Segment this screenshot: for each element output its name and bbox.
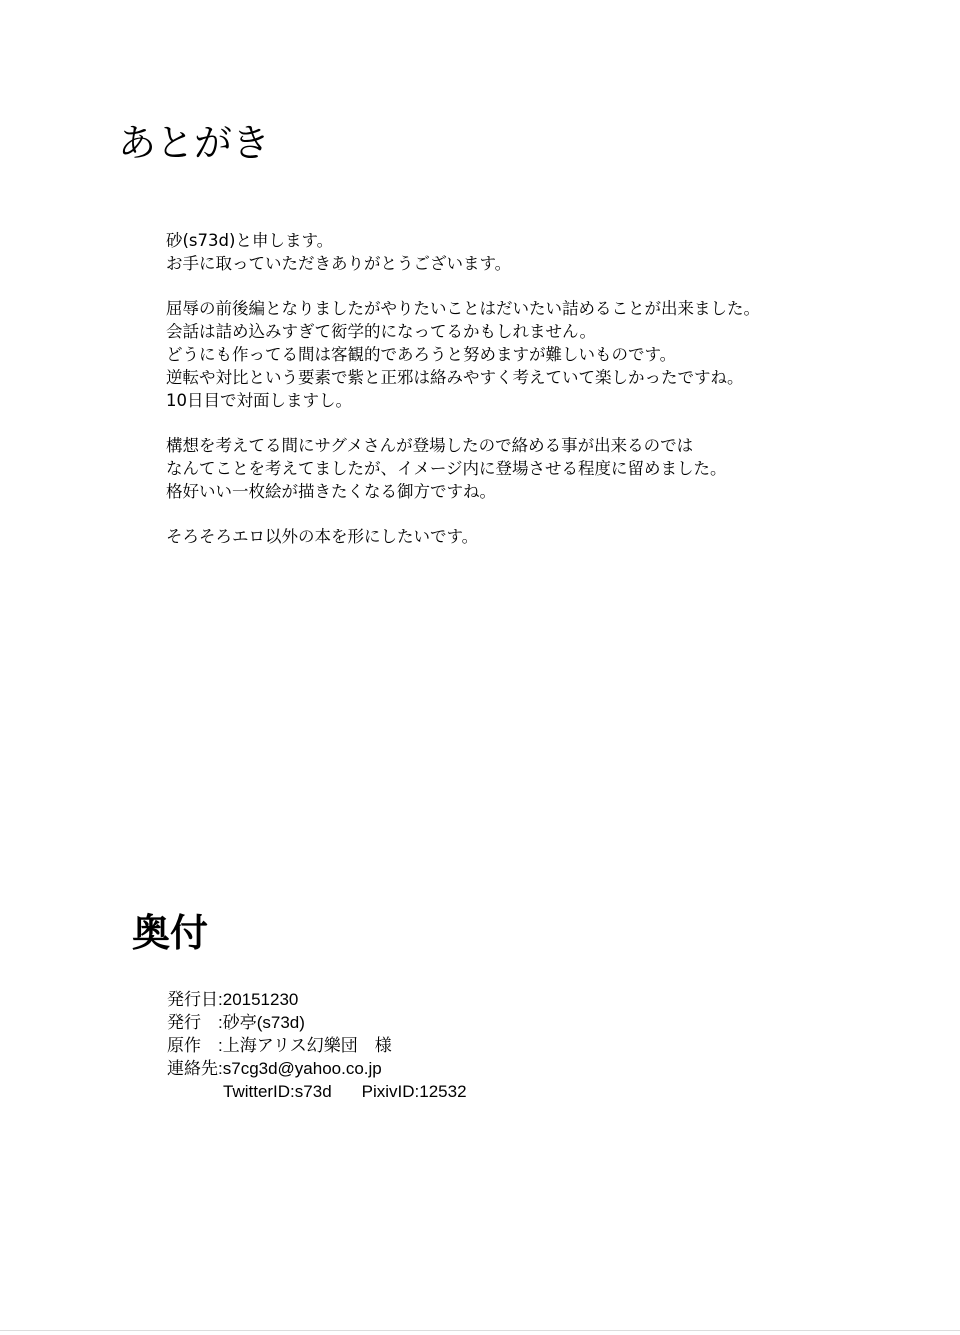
- colophon-publisher-row: [167, 1011, 467, 1034]
- colophon-original-value: 上海アリス幻樂団 様: [222, 1036, 392, 1055]
- afterword-body: [166, 229, 866, 570]
- colophon-publisher-value: 砂亭(s73d): [222, 1013, 305, 1032]
- colophon-contact-row: [167, 1057, 467, 1080]
- colophon-block: [167, 988, 467, 1103]
- colophon-separator: :: [218, 1036, 223, 1055]
- colophon-pixiv-id: PixivID:12532: [361, 1082, 467, 1101]
- colophon-date-label: 発行日: [167, 990, 218, 1009]
- afterword-line: 会話は詰め込みすぎて衒学的になってるかもしれません。: [166, 322, 596, 341]
- afterword-paragraph: [166, 229, 866, 275]
- colophon-separator: :: [218, 1059, 223, 1078]
- colophon-date-value: 20151230: [222, 990, 299, 1009]
- afterword-paragraph: [166, 297, 866, 412]
- colophon-contact-email: s7cg3d@yahoo.co.jp: [222, 1059, 382, 1078]
- page-bottom-divider: [0, 1330, 960, 1331]
- afterword-paragraph: [166, 525, 866, 548]
- colophon-twitter-id: TwitterID:s73d: [223, 1082, 332, 1101]
- afterword-line: お手に取っていただきありがとうございます。: [166, 254, 512, 273]
- colophon-original-row: [167, 1034, 467, 1057]
- afterword-line: 10日目で対面しますし。: [166, 391, 352, 410]
- colophon-date-row: [167, 988, 467, 1011]
- colophon-title: 奥付: [132, 911, 209, 955]
- colophon-original-label: 原作: [167, 1036, 218, 1055]
- colophon-contact-label: 連絡先: [167, 1059, 218, 1078]
- afterword-line: 砂(s73d)と申します。: [166, 231, 334, 250]
- afterword-line: 逆転や対比という要素で紫と正邪は絡みやすく考えていて楽しかったですね。: [166, 368, 744, 387]
- colophon-publisher-label: 発行: [167, 1013, 218, 1032]
- afterword-line: どうにも作ってる間は客観的であろうと努めますが難しいものです。: [166, 345, 677, 364]
- afterword-line: なんてことを考えてましたが、イメージ内に登場させる程度に留めました。: [166, 459, 727, 478]
- afterword-line: 屈辱の前後編となりましたがやりたいことはだいたい詰めることが出来ました。: [166, 299, 760, 318]
- afterword-line: 格好いい一枚絵が描きたくなる御方ですね。: [166, 482, 496, 501]
- colophon-separator: :: [218, 1013, 223, 1032]
- afterword-paragraph: [166, 434, 866, 503]
- afterword-line: そろそろエロ以外の本を形にしたいです。: [166, 527, 479, 546]
- afterword-title: あとがき: [118, 121, 271, 165]
- afterword-line: 構想を考えてる間にサグメさんが登場したので絡める事が出来るのでは: [166, 436, 694, 455]
- colophon-separator: :: [218, 990, 223, 1009]
- colophon-social-row: [167, 1080, 467, 1103]
